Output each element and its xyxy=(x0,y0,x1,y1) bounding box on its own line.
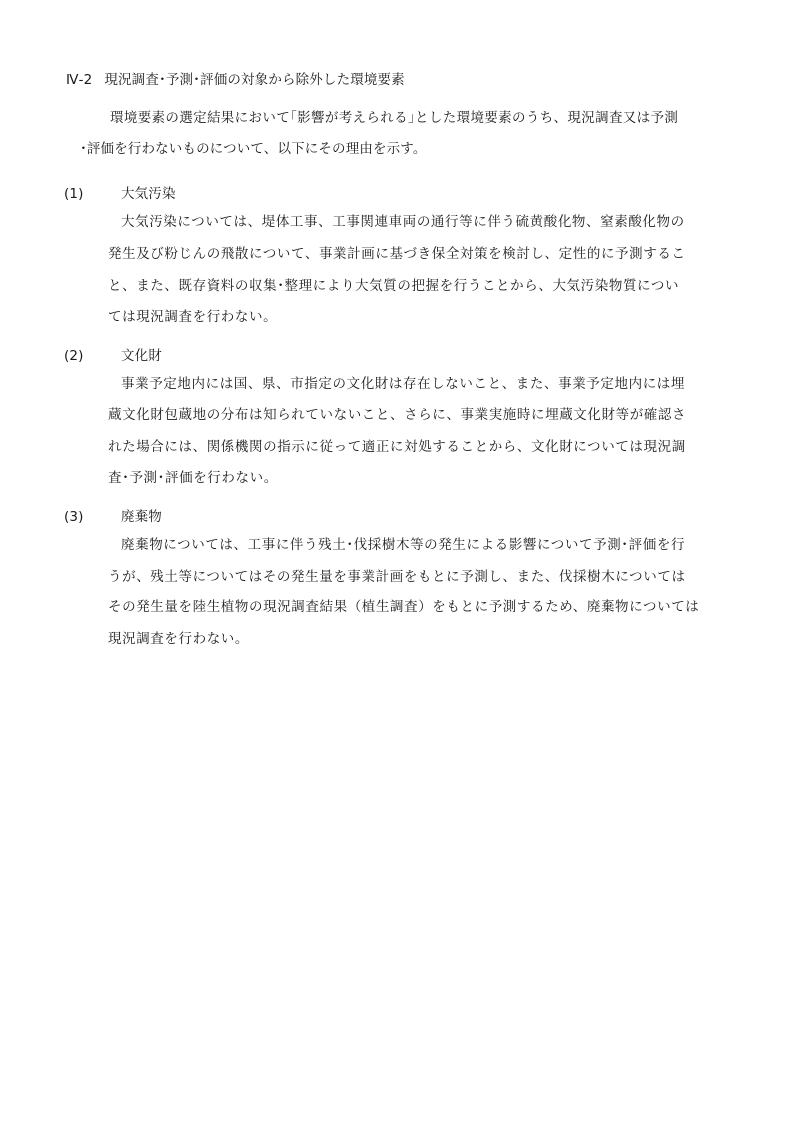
section-3-number: (3) xyxy=(64,509,84,525)
section-1-line-1: 大気汚染については、堤体工事、工事関連車両の通行等に伴う硫黄酸化物、窒素酸化物の xyxy=(121,214,685,230)
section-1-line-3: と、また、既存資料の収集･整理により大気質の把握を行うことから、大気汚染物質につい xyxy=(108,278,680,294)
page-heading xyxy=(66,70,405,90)
section-3-line-2: うが、残土等についてはその発生量を事業計画をもとに予測し、また、伐採樹木については xyxy=(108,569,686,585)
intro-line-2: ･評価を行わないものについて、以下にその理由を示す。 xyxy=(80,141,427,157)
section-2-number: (2) xyxy=(64,348,84,364)
section-3-line-4: 現況調査を行わない。 xyxy=(108,631,249,647)
section-1-title: 大気汚染 xyxy=(121,186,176,202)
heading-title: 現況調査･予測･評価の対象から除外した環境要素 xyxy=(104,72,405,88)
section-1-line-2: 発生及び粉じんの飛散について、事業計画に基づき保全対策を検討し、定性的に予測するこ xyxy=(108,246,686,262)
section-1-number: (1) xyxy=(64,186,84,202)
section-3-title: 廃棄物 xyxy=(121,509,162,525)
section-2-line-3: れた場合には、関係機関の指示に従って適正に対処することから、文化財については現況調 xyxy=(108,439,686,455)
section-2-title: 文化財 xyxy=(121,348,162,364)
section-2-line-4: 査･予測･評価を行わない。 xyxy=(108,470,278,486)
section-3-line-1: 廃棄物については、工事に伴う残土･伐採樹木等の発生による影響について予測･評価を行 xyxy=(121,537,686,553)
section-2-line-1: 事業予定地内には国、県、市指定の文化財は存在しないこと、また、事業予定地内には埋 xyxy=(121,376,685,392)
section-3-line-3: その発生量を陸生植物の現況調査結果（植生調査）をもとに予測するため、廃棄物については xyxy=(108,599,700,615)
section-2-line-2: 蔵文化財包蔵地の分布は知られていないこと、さらに、事業実施時に埋蔵文化財等が確認さ xyxy=(108,407,687,423)
section-1-line-4: ては現況調査を行わない。 xyxy=(108,309,278,325)
heading-number: Ⅳ-2 xyxy=(66,72,93,88)
intro-line-1: 環境要素の選定結果において｢影響が考えられる｣とした環境要素のうち、現況調査又は予測 xyxy=(110,110,679,126)
